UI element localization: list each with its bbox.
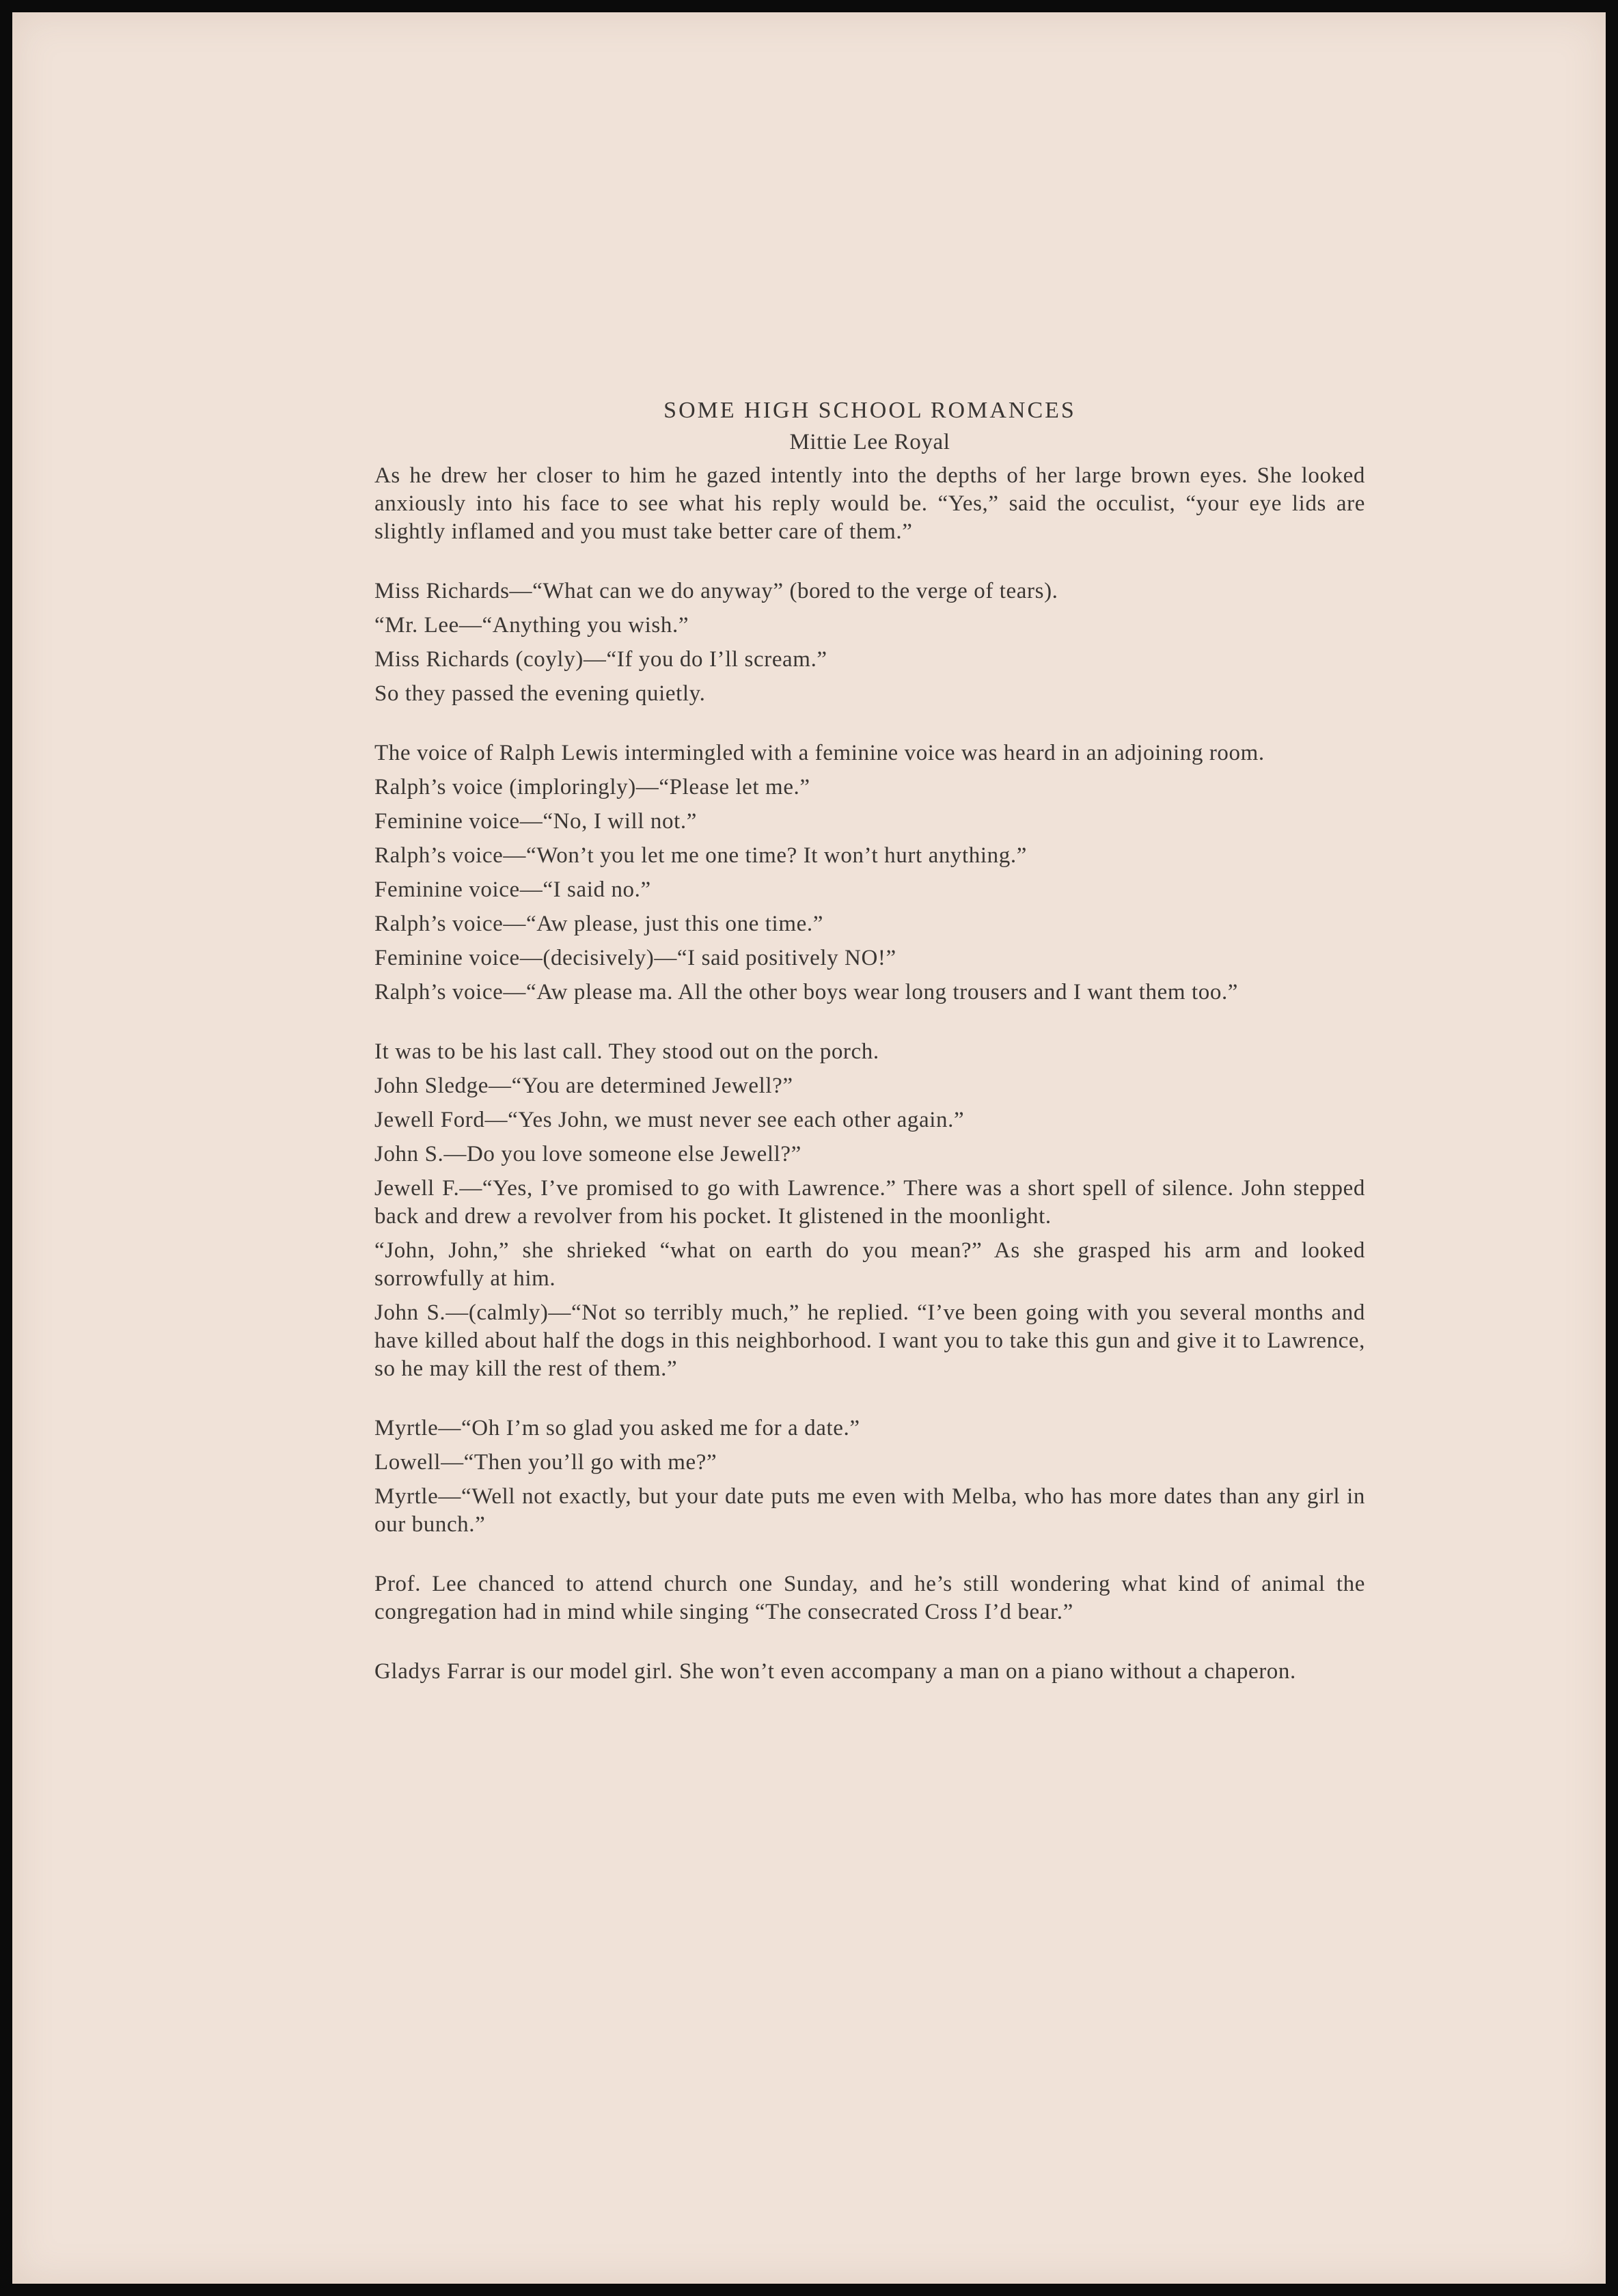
paragraph: “Mr. Lee—“Anything you wish.” (374, 613, 689, 638)
paragraph: Jewell F.—“Yes, I’ve promised to go with Lawrence.” There was a short spell of silence. John stepped back and drew a revolver from his pocket. It glistened in the moonlight. (374, 1176, 1365, 1229)
paragraph: Gladys Farrar is our model girl. She won’t even accompany a man on a piano without a chaperon. (374, 1659, 1296, 1684)
paragraph: Prof. Lee chanced to attend church one Sunday, and he’s still wondering what kind of animal the congregation had in mind while singing “The consecrated Cross I’d bear.” (374, 1572, 1365, 1624)
paragraph: John S.—Do you love someone else Jewell?” (374, 1142, 801, 1166)
paragraph: Ralph’s voice—“Aw please, just this one time.” (374, 912, 823, 936)
story-section (374, 1570, 1365, 1626)
page (12, 12, 1606, 2284)
paragraph: Feminine voice—(decisively)—“I said positively NO!” (374, 946, 896, 970)
story-section (374, 462, 1365, 546)
story-section (374, 577, 1365, 708)
paragraph: As he drew her closer to him he gazed intently into the depths of her large brown eyes. She looked anxiously into his face to see what his reply would be. “Yes,” said the occulist, “your eye lids are slightly inflamed and you must take better care of them.” (374, 463, 1365, 544)
paragraph: The voice of Ralph Lewis intermingled with a feminine voice was heard in an adjoining room. (374, 741, 1265, 765)
paragraph: Ralph’s voice—“Won’t you let me one time? It won’t hurt anything.” (374, 843, 1027, 868)
paragraph: Myrtle—“Oh I’m so glad you asked me for a date.” (374, 1416, 860, 1440)
article-author: Mittie Lee Royal (789, 430, 950, 454)
paragraph: So they passed the evening quietly. (374, 681, 706, 706)
story-section (374, 1658, 1365, 1686)
paragraph: It was to be his last call. They stood out on the porch. (374, 1039, 879, 1064)
paragraph: “John, John,” she shrieked “what on earth do you mean?” As she grasped his arm and looked sorrowfully at him. (374, 1238, 1365, 1291)
paragraph: Myrtle—“Well not exactly, but your date puts me even with Melba, who has more dates than any girl in our bunch.” (374, 1484, 1365, 1537)
paragraph: Lowell—“Then you’ll go with me?” (374, 1450, 717, 1475)
paragraph: Ralph’s voice—“Aw please ma. All the other boys wear long trousers and I want them too.” (374, 980, 1239, 1004)
paragraph: Feminine voice—“I said no.” (374, 877, 651, 902)
article-body (374, 462, 1365, 1686)
story-section (374, 1038, 1365, 1383)
paragraph: Jewell Ford—“Yes John, we must never see each other again.” (374, 1108, 965, 1132)
paragraph: John S.—(calmly)—“Not so terribly much,” he replied. “I’ve been going with you several months and have killed about half the dogs in this neighborhood. I want you to take this gun and give it to Lawrence, so he may kill the rest of them.” (374, 1300, 1365, 1381)
paragraph: Ralph’s voice (imploringly)—“Please let me.” (374, 775, 810, 800)
story-section (374, 739, 1365, 1007)
paragraph: Miss Richards—“What can we do anyway” (bored to the verge of tears). (374, 579, 1058, 603)
article (374, 395, 1365, 1717)
paragraph: Miss Richards (coyly)—“If you do I’ll scream.” (374, 647, 827, 672)
paragraph: John Sledge—“You are determined Jewell?” (374, 1074, 793, 1098)
article-title: SOME HIGH SCHOOL ROMANCES (663, 398, 1076, 423)
paragraph: Feminine voice—“No, I will not.” (374, 809, 697, 834)
story-section (374, 1414, 1365, 1539)
